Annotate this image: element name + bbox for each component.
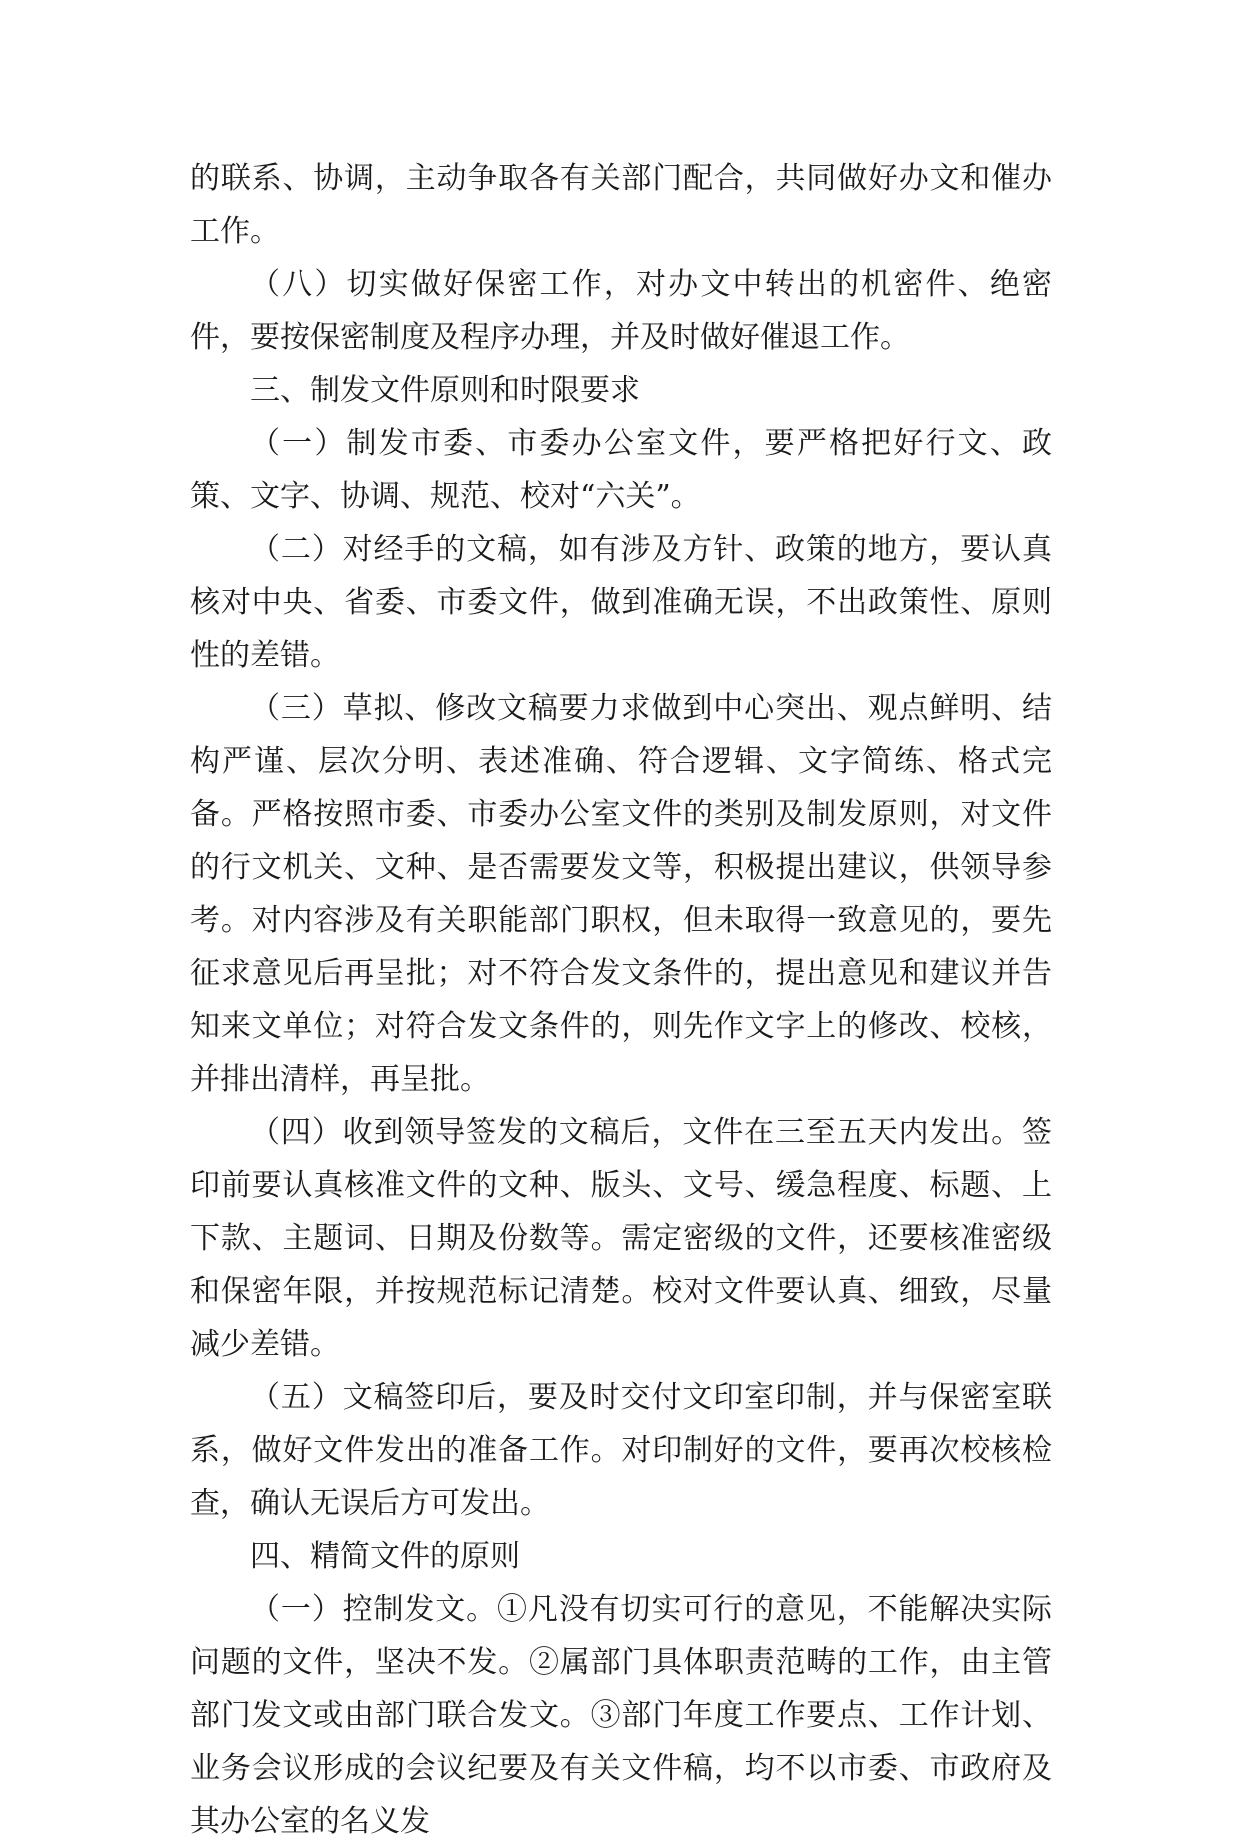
paragraph-item-4: （四）收到领导签发的文稿后，文件在三至五天内发出。签印前要认真核准文件的文种、版头、文号、缓急程度、标题、上下款、主题词、日期及份数等。需定密级的文件，还要核准密级和保密年限，并按规范标记清楚。校对文件要认真、细致，尽量减少差错。: [190, 1115, 1052, 1362]
paragraph-item-5: （五）文稿签印后，要及时交付文印室印制，并与保密室联系，做好文件发出的准备工作。对印制好的文件，要再次校核检查，确认无误后方可发出。: [190, 1380, 1052, 1521]
section-heading-3: 三、制发文件原则和时限要求: [250, 373, 640, 408]
paragraph-item-1-control: （一）控制发文。①凡没有切实可行的意见，不能解决实际问题的文件，坚决不发。②属部门具体职责范畴的工作，由主管部门发文或由部门联合发文。③部门年度工作要点、工作计划、业务会议形成的会议纪要及有关文件稿，均不以市委、市政府及其办公室的名义发: [190, 1592, 1052, 1839]
paragraph-item-2: （二）对经手的文稿，如有涉及方针、政策的地方，要认真核对中央、省委、市委文件，做到准确无误，不出政策性、原则性的差错。: [190, 532, 1052, 673]
paragraph-item-3: （三）草拟、修改文稿要力求做到中心突出、观点鲜明、结构严谨、层次分明、表述准确、符合逻辑、文字简练、格式完备。严格按照市委、市委办公室文件的类别及制发原则，对文件的行文机关、文种、是否需要发文等，积极提出建议，供领导参考。对内容涉及有关职能部门职权，但未取得一致意见的，要先征求意见后再呈批；对不符合发文条件的，提出意见和建议并告知来文单位；对符合发文条件的，则先作文字上的修改、校核，并排出清样，再呈批。: [190, 691, 1052, 1097]
paragraph-item-1: （一）制发市委、市委办公室文件，要严格把好行文、政策、文字、协调、规范、校对“六关”。: [190, 426, 1052, 514]
document-body: [190, 152, 1052, 1848]
section-heading-4: 四、精简文件的原则: [250, 1539, 520, 1574]
paragraph-continuation: 的联系、协调，主动争取各有关部门配合，共同做好办文和催办工作。: [190, 161, 1052, 249]
paragraph-item-8: （八）切实做好保密工作，对办文中转出的机密件、绝密件，要按保密制度及程序办理，并及时做好催退工作。: [190, 267, 1052, 355]
